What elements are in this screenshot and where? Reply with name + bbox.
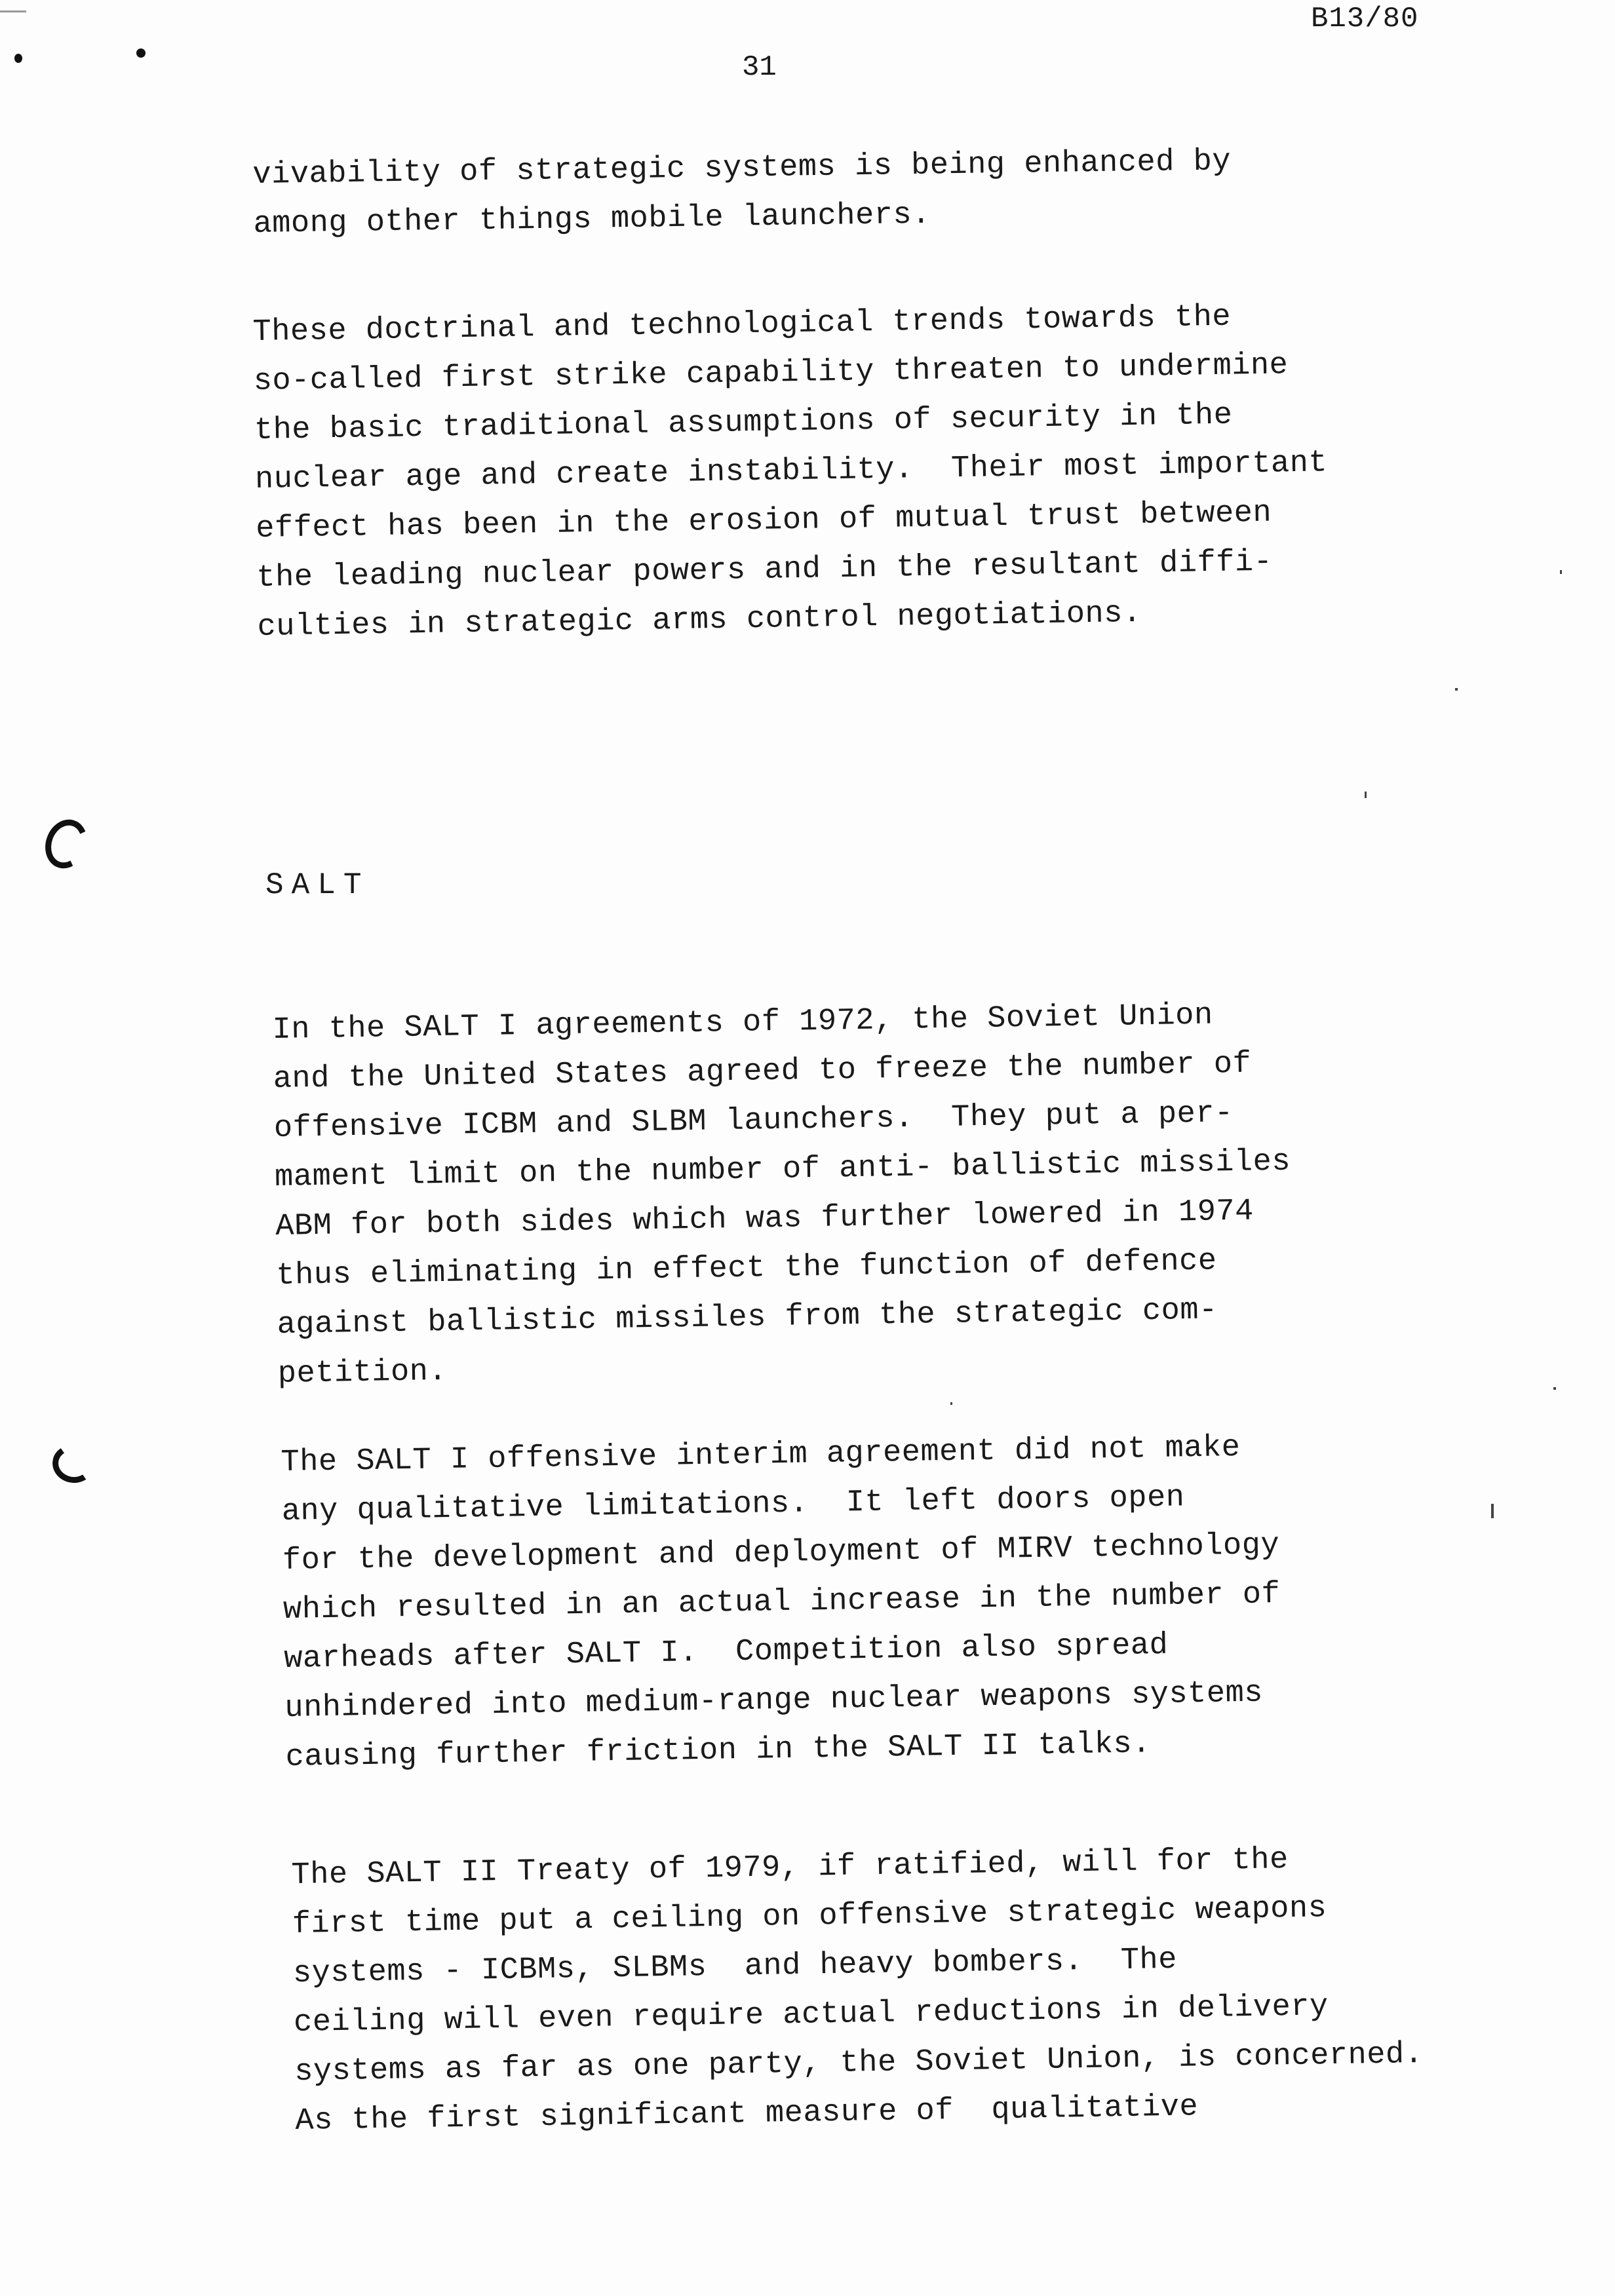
text-line: offensive ICBM and SLBM launchers. They put a per- bbox=[273, 1096, 1234, 1146]
text-line: ABM for both sides which was further lowered in 1974 bbox=[275, 1194, 1255, 1244]
page-number: 31 bbox=[742, 51, 777, 84]
text-line: culties in strategic arms control negotiations. bbox=[257, 596, 1142, 645]
scan-mark bbox=[1455, 688, 1458, 691]
text-line: These doctrinal and technological trends towards the bbox=[252, 299, 1232, 350]
text-line: unhindered into medium-range nuclear weapons systems bbox=[284, 1675, 1264, 1726]
text-line: the leading nuclear powers and in the resultant diffi- bbox=[256, 545, 1273, 596]
scan-mark bbox=[950, 1402, 952, 1405]
scan-speck bbox=[14, 54, 22, 63]
document-reference: B13/80 bbox=[1311, 3, 1419, 35]
paragraph bbox=[291, 1831, 1567, 2146]
text-line: In the SALT I agreements of 1972, the Soviet Union bbox=[272, 998, 1214, 1048]
text-line: against ballistic missiles from the strategic com- bbox=[277, 1293, 1218, 1343]
text-line: warheads after SALT I. Competition also spread bbox=[283, 1628, 1169, 1677]
scan-mark bbox=[1553, 1387, 1556, 1390]
text-line: vivability of strategic systems is being enhanced by bbox=[252, 144, 1232, 193]
text-line: nuclear age and create instability. Their most important bbox=[254, 446, 1328, 497]
paragraph bbox=[281, 1419, 1557, 1782]
text-line: systems - ICBMs, SLBMs and heavy bombers. The bbox=[292, 1942, 1178, 1991]
text-line: causing further friction in the SALT II talks. bbox=[285, 1727, 1152, 1775]
text-line: first time put a ceiling on offensive strategic weapons bbox=[292, 1891, 1327, 1942]
section-heading: SALT bbox=[265, 868, 370, 902]
text-line: and the United States agreed to freeze the number of bbox=[273, 1046, 1252, 1097]
scan-speck bbox=[136, 48, 146, 58]
text-line: systems as far as one party, the Soviet Union, is concerned. bbox=[294, 2037, 1424, 2090]
punch-hole-mark bbox=[49, 1442, 97, 1486]
text-line: mament limit on the number of anti- ballistic missiles bbox=[274, 1144, 1291, 1195]
paragraph bbox=[252, 133, 1525, 249]
text-line: the basic traditional assumptions of security in the bbox=[254, 398, 1233, 448]
text-line: The SALT I offensive interim agreement did not make bbox=[281, 1430, 1241, 1480]
text-line: As the first significant measure of qualitative bbox=[295, 2090, 1199, 2139]
text-line: any qualitative limitations. It left doors open bbox=[281, 1480, 1185, 1529]
text-line: so-called first strike capability threaten to undermine bbox=[253, 348, 1289, 399]
header-rule bbox=[0, 10, 26, 12]
text-line: The SALT II Treaty of 1979, if ratified, will for the bbox=[291, 1843, 1289, 1893]
text-line: which resulted in an actual increase in the number of bbox=[282, 1577, 1281, 1628]
text-line: for the development and deployment of MIRV technology bbox=[282, 1528, 1280, 1578]
text-line: effect has been in the erosion of mutual trust between bbox=[255, 495, 1272, 546]
text-line: among other things mobile launchers. bbox=[253, 197, 931, 242]
text-line: ceiling will even require actual reductions in delivery bbox=[293, 1989, 1329, 2040]
text-line: petition. bbox=[277, 1354, 448, 1392]
text-line: thus eliminating in effect the function of defence bbox=[276, 1244, 1217, 1293]
paragraph bbox=[272, 986, 1549, 1399]
scan-mark bbox=[1560, 570, 1562, 574]
scan-mark bbox=[1365, 792, 1367, 798]
punch-hole-mark bbox=[39, 814, 94, 875]
paragraph bbox=[252, 288, 1529, 652]
